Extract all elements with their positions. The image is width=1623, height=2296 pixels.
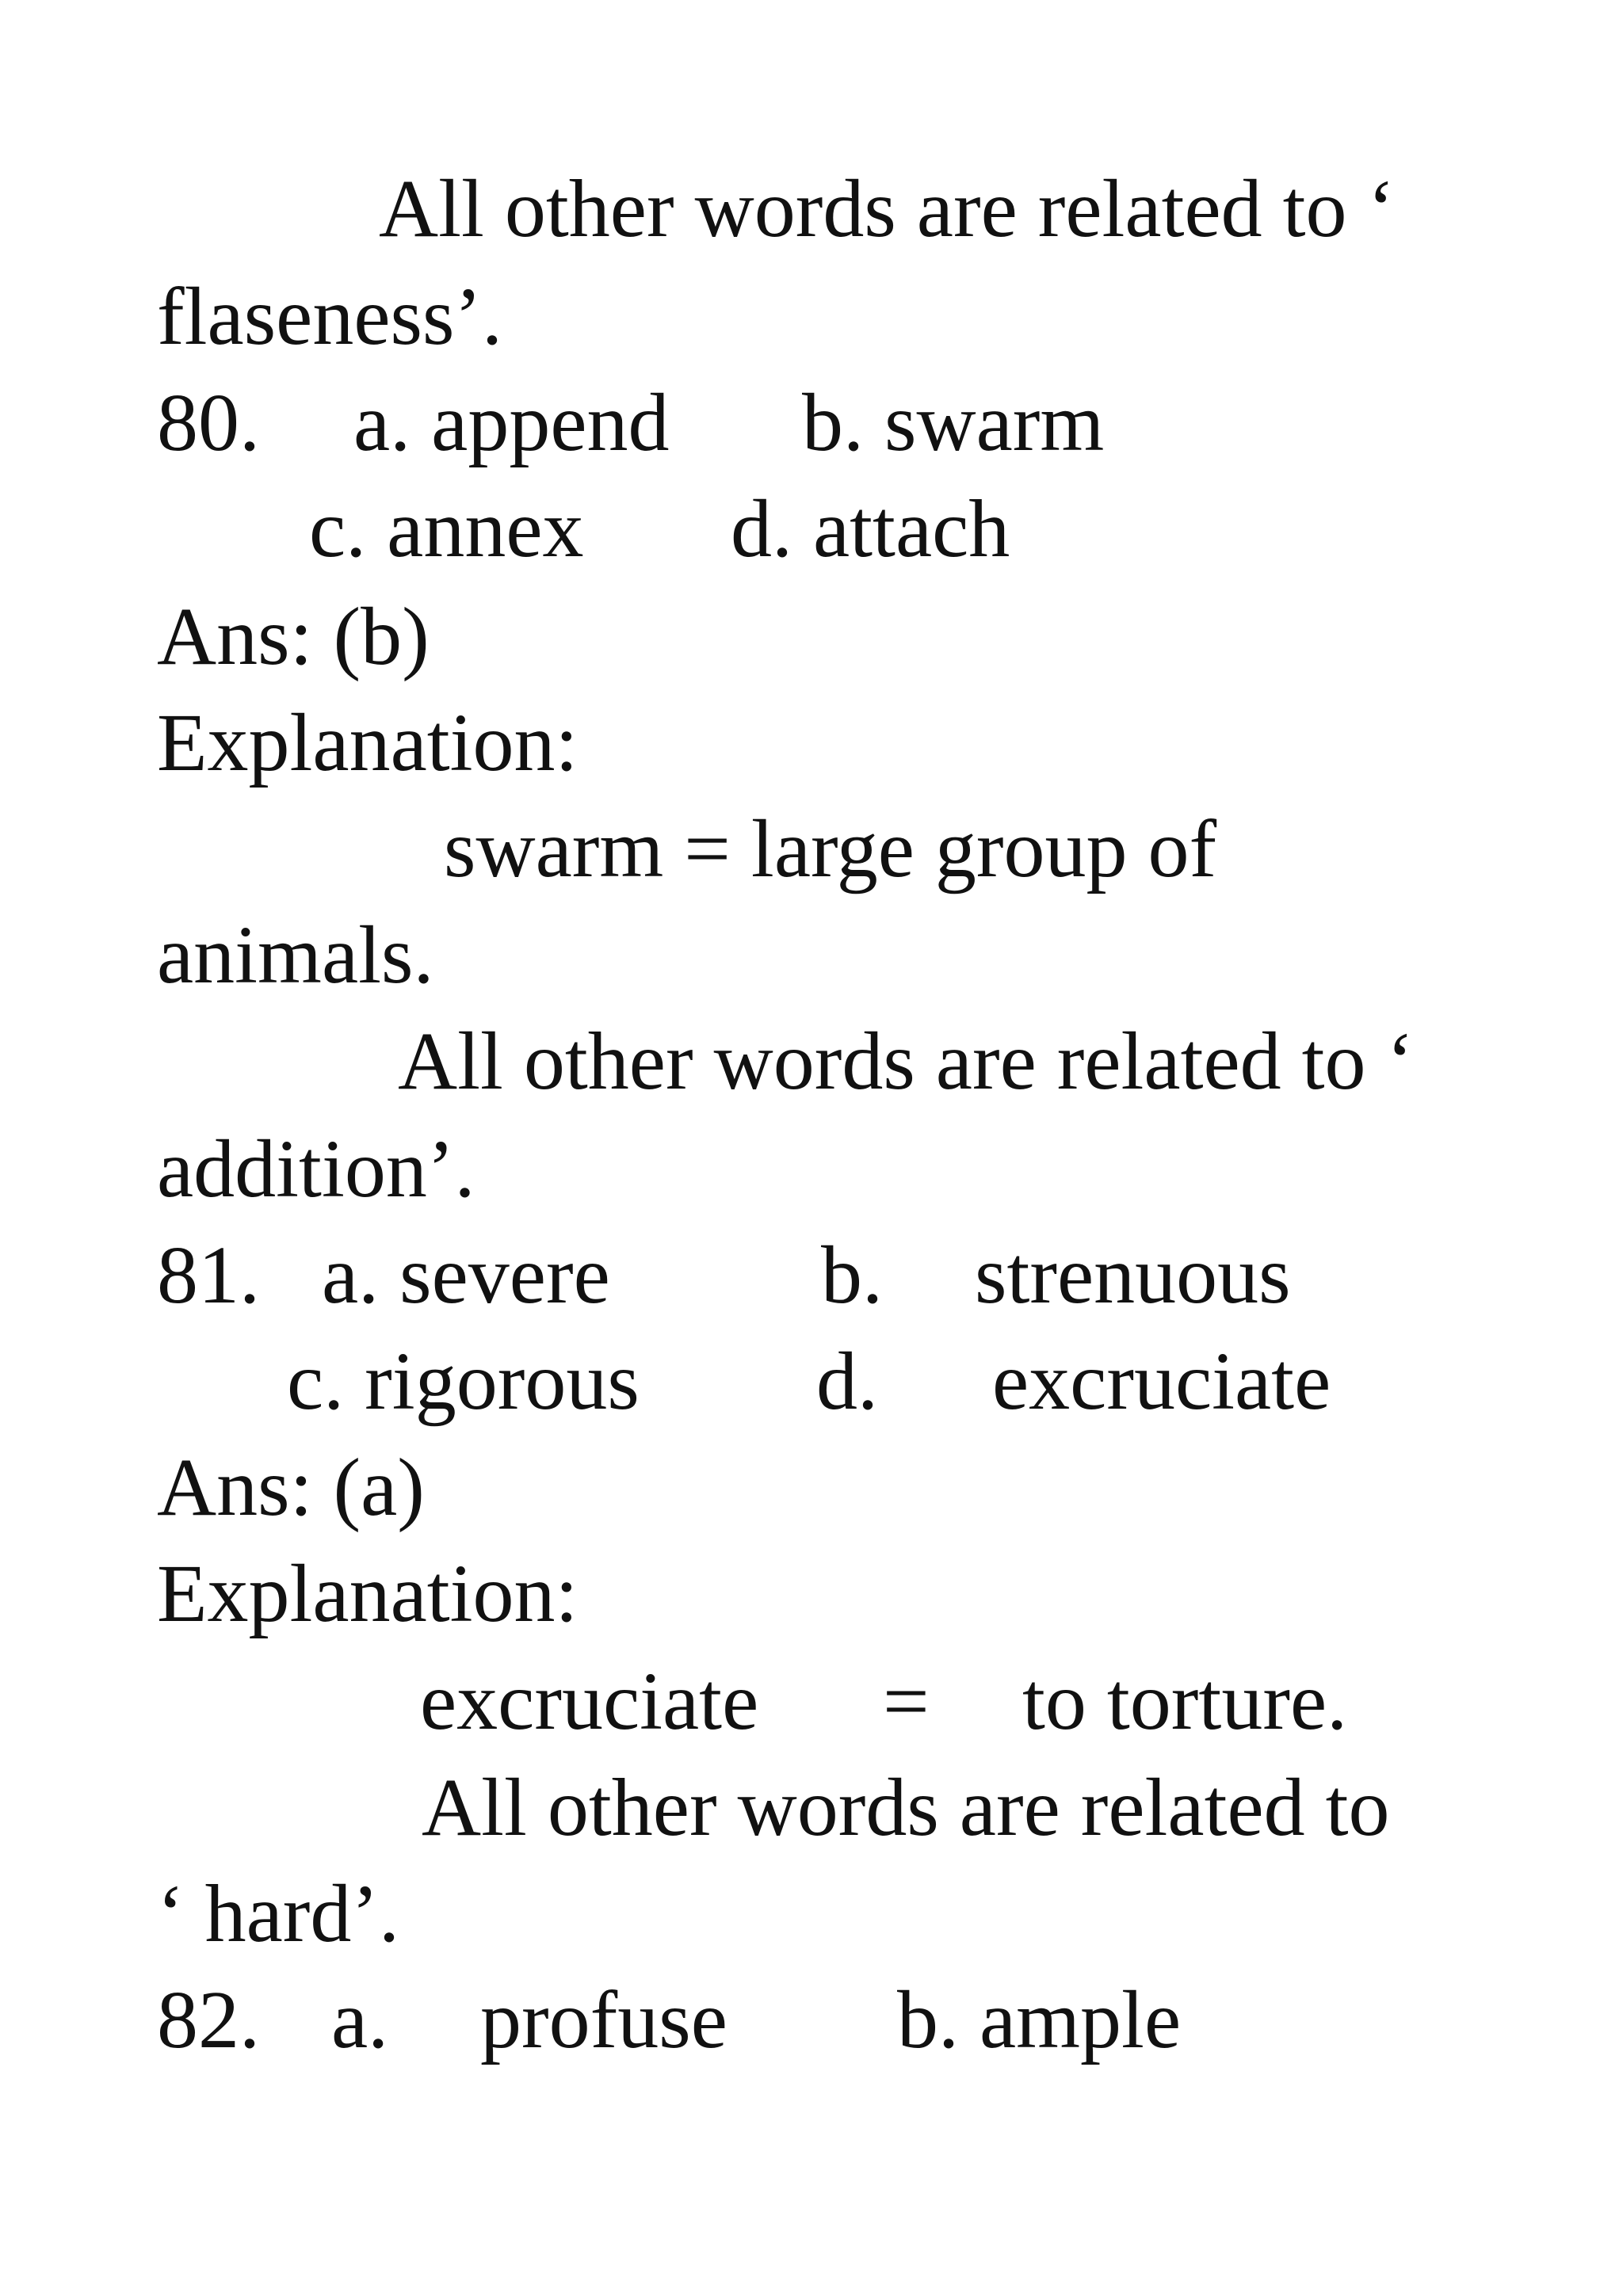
explanation-heading-80: Explanation: (157, 697, 579, 788)
option-c-81: c. rigorous (287, 1336, 640, 1427)
answer-81: Ans: (a) (157, 1442, 425, 1533)
explanation-text-80-line3: All other words are related to ‘ (398, 1016, 1415, 1107)
explanation-heading-81: Explanation: (157, 1548, 579, 1639)
option-b-80: b. swarm (802, 377, 1105, 468)
question-number-80: 80. (157, 377, 260, 468)
option-a-81: a. severe (322, 1230, 610, 1321)
explanation-text-81-equals: = (883, 1656, 930, 1747)
explanation-text-80-line4: addition’. (157, 1123, 475, 1215)
option-b-81-text: strenuous (975, 1230, 1291, 1321)
question-number-81: 81. (157, 1230, 260, 1321)
option-d-81-text: excruciate (992, 1336, 1331, 1427)
explanation-text-81-line3: ‘ hard’. (157, 1868, 400, 1959)
option-a-80: a. append (353, 377, 670, 468)
option-a-82-text: profuse (480, 1974, 727, 2065)
option-a-82-label: a. (331, 1974, 389, 2065)
explanation-text-79-line2: flaseness’. (157, 271, 503, 362)
option-d-80: d. attach (731, 483, 1010, 574)
explanation-text-79-line1: All other words are related to ‘ (379, 163, 1396, 254)
explanation-text-80-line2: animals. (157, 910, 434, 1001)
explanation-text-80-line1: swarm = large group of (444, 803, 1217, 894)
answer-80: Ans: (b) (157, 591, 430, 682)
explanation-text-81-term: excruciate (420, 1656, 759, 1747)
option-b-81-label: b. (821, 1230, 883, 1321)
question-number-82: 82. (157, 1974, 260, 2065)
option-d-81-label: d. (816, 1336, 878, 1427)
explanation-text-81-line2: All other words are related to (422, 1762, 1390, 1853)
option-b-82: b. ample (897, 1974, 1182, 2065)
option-c-80: c. annex (309, 483, 584, 574)
explanation-text-81-definition: to torture. (1022, 1656, 1348, 1747)
